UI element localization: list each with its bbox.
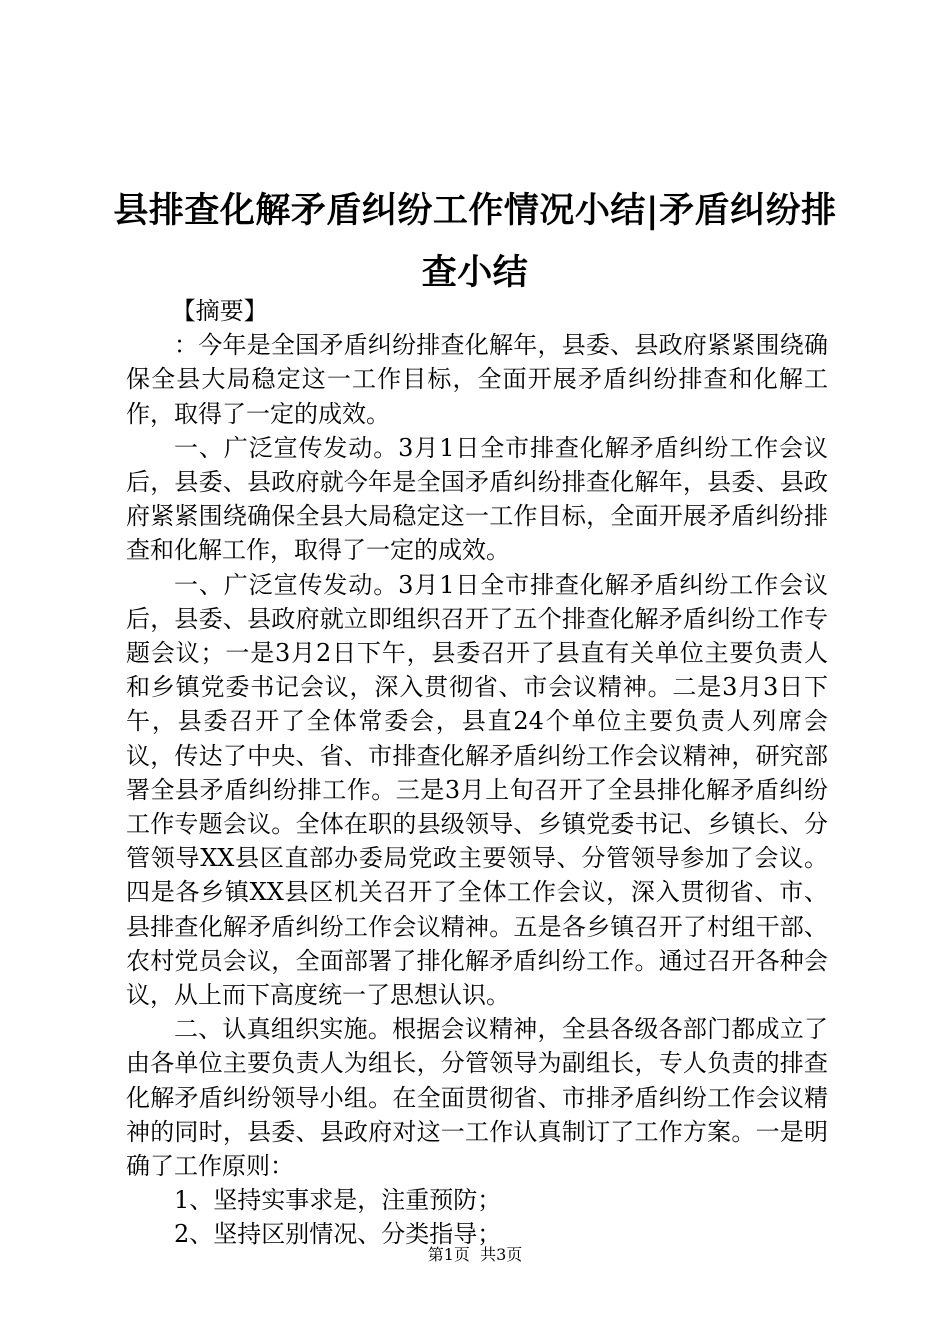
paragraph-publicity-2: 一、广泛宣传发动。3月1日全市排查化解矛盾纠纷工作会议后，县委、县政府就立即组织召开了五个排查化解矛盾纠纷工作专题会议；一是3月2日下午，县委召开了县直有关单位主要负责人和乡镇党委书记会议，深入贯彻省、市会议精神。二是3月3日下午，县委召开了全体常委会，县直24个单位主要负责人列席会议，传达了中央、省、市排查化解矛盾纠纷工作会议精神，研究部署全县矛盾纠纷排工作。三是3月上旬召开了全县排化解矛盾纠纷工作专题会议。全体在职的县级领导、乡镇党委书记、乡镇长、分管领导XX县区直部办委局党政主要领导、分管领导参加了会议。四是各乡镇XX县区机关召开了全体工作会议，深入贯彻省、市、县排查化解矛盾纠纷工作会议精神。五是各乡镇召开了村组干部、农村党员会议，全面部署了排化解矛盾纠纷工作。通过召开各种会议，从上而下高度统一了思想认识。 <box>126 570 828 1010</box>
document-title: 县排查化解矛盾纠纷工作情况小结|矛盾纠纷排查小结 <box>113 190 837 293</box>
page-footer <box>0 1244 950 1266</box>
list-item-principle-2: 2、坚持区别情况、分类指导； <box>174 1220 502 1249</box>
list-item-principle-1: 1、坚持实事求是，注重预防； <box>174 1186 502 1215</box>
abstract-label: 【摘要】 <box>171 297 268 325</box>
page-number: 第1页 共3页 <box>427 1245 523 1264</box>
paragraph-abstract: ：今年是全国矛盾纠纷排查化解年，县委、县政府紧紧围绕确保全县大局稳定这一工作目标，全面开展矛盾纠纷排查和化解工作，取得了一定的成效。 <box>126 331 828 428</box>
paragraph-implementation: 二、认真组织实施。根据会议精神，全县各级各部门都成立了由各单位主要负责人为组长，分管领导为副组长，专人负责的排查化解矛盾纠纷领导小组。在全面贯彻省、市排矛盾纠纷工作会议精神的同时，县委、县政府对这一工作认真制订了工作方案。一是明确了工作原则： <box>126 1015 828 1181</box>
document-body <box>126 294 828 1252</box>
paragraph-publicity-1: 一、广泛宣传发动。3月1日全市排查化解矛盾纠纷工作会议后，县委、县政府就今年是全国矛盾纠纷排查化解年，县委、县政府紧紧围绕确保全县大局稳定这一工作目标，全面开展矛盾纠纷排查和化解工作，取得了一定的成效。 <box>126 433 828 565</box>
